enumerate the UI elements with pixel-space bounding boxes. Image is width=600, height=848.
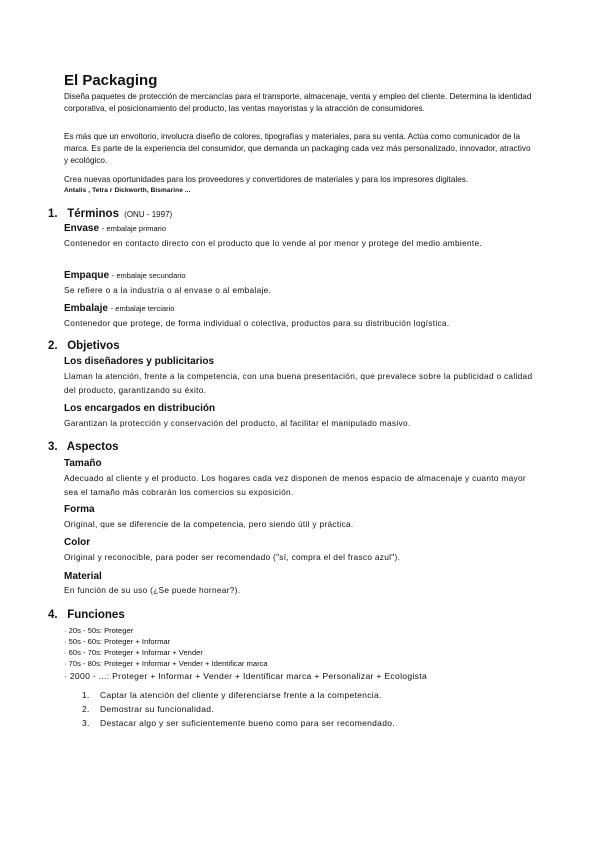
section-title: Aspectos xyxy=(66,441,119,453)
objective-description: Llaman la atención, frente a la competencia, con una buena presentación, que prevalece sobre la publicidad o calidad del producto, garantizando su éxito. xyxy=(64,371,533,395)
section-number: 4. xyxy=(48,609,58,621)
page-title: El Packaging xyxy=(64,72,158,89)
term-description: Contenedor que protege, de forma individual o colectiva, productos para su distribución logística. xyxy=(64,318,450,328)
objective-heading: Los encargados en distribución xyxy=(64,403,216,414)
aspect-heading: Forma xyxy=(64,504,95,515)
ordered-list-item xyxy=(82,718,395,728)
section-title: Funciones xyxy=(67,609,125,621)
section-heading xyxy=(48,609,125,621)
list-number: 1. xyxy=(82,690,90,700)
term-title: Embalaje xyxy=(64,303,108,314)
aspect-description: Adecuado al cliente y el producto. Los hogares cada vez disponen de menos espacio de almacenaje y cuanto mayor sea el tamaño más cobrarán los comercios su exposición. xyxy=(64,473,526,497)
term-heading xyxy=(64,303,174,314)
ordered-list-item xyxy=(82,690,382,700)
section-number: 1. xyxy=(48,208,58,220)
aspect-heading: Material xyxy=(64,571,102,582)
term-title: Empaque xyxy=(64,270,110,281)
list-number: 3. xyxy=(82,718,90,728)
source-citation: Antalis , Tetra r Dickworth, Bismarine ... xyxy=(64,187,191,194)
timeline-item: · 2000 - ...: Proteger + Informar + Vender + Identificar marca + Personalizar + Ecologista xyxy=(64,671,428,681)
list-number: 2. xyxy=(82,704,90,714)
list-text: Destacar algo y ser suficientemente bueno como para ser recomendado. xyxy=(100,718,395,728)
list-text: Demostrar su funcionalidad. xyxy=(100,704,214,714)
intro-paragraph: Crea nuevas oportunidades para los proveedores y convertidores de materiales y para los impresores digitales. xyxy=(64,175,469,184)
timeline-item: · 60s - 70s: Proteger + Informar + Vender xyxy=(64,648,203,657)
section-heading xyxy=(48,340,120,352)
intro-paragraph: Diseña paquetes de protección de mercancías para el transporte, almacenaje, venta y empleo del cliente. Determina la identidad corporativa, el posicionamiento del producto, las ventas mayoristas y la atracción de consumidores. xyxy=(64,92,532,113)
aspect-heading: Color xyxy=(64,537,91,548)
term-description: Se refiere o a la industria o al envase o al embalaje. xyxy=(64,285,272,295)
term-heading xyxy=(64,223,166,234)
list-text: Captar la atención del cliente y diferenciarse frente a la competencia. xyxy=(100,690,382,700)
timeline-item: · 50s - 60s: Proteger + Informar xyxy=(64,637,171,646)
intro-paragraph: Es más que un envoltorio, involucra diseño de colores, tipografías y materiales, para su venta. Actúa como comunicador de la marca. Es parte de la experiencia del consumidor, que demanda un packaging cada vez más personalizado, innovador, atractivo y ecológico. xyxy=(64,132,531,165)
term-title: Envase xyxy=(64,223,100,234)
term-description: Contenedor en contacto directo con el producto que lo vende al por menor y protege del medio ambiente. xyxy=(64,238,483,248)
section-note: (ONU - 1997) xyxy=(124,210,173,219)
timeline-item: · 70s - 80s: Proteger + Informar + Vender + Identificar marca xyxy=(64,659,268,668)
term-note: - embalaje secundario xyxy=(111,271,186,280)
aspect-description: En función de su uso (¿Se puede hornear?). xyxy=(64,585,241,595)
timeline-item: · 20s - 50s: Proteger xyxy=(64,626,134,635)
objective-description: Garantizan la protección y conservación del producto, al facilitar el manipulado masivo. xyxy=(64,418,411,428)
term-note: - embalaje primario xyxy=(101,224,167,233)
ordered-list-item xyxy=(82,704,214,714)
term-heading xyxy=(64,270,186,281)
objective-heading: Los diseñadores y publicitarios xyxy=(64,356,215,367)
aspect-heading: Tamaño xyxy=(64,458,102,469)
aspect-description: Original, que se diferencie de la competencia, pero siendo útil y práctica. xyxy=(64,519,354,529)
section-number: 3. xyxy=(48,441,58,453)
section-heading xyxy=(48,441,119,453)
section-heading xyxy=(48,208,172,220)
aspect-description: Original y reconocible, para poder ser recomendado ("sí, compra el del frasco azul"). xyxy=(64,552,401,562)
section-title: Términos xyxy=(67,208,119,220)
section-title: Objetivos xyxy=(67,340,120,352)
term-note: - embalaje terciario xyxy=(110,304,175,313)
section-number: 2. xyxy=(48,340,58,352)
